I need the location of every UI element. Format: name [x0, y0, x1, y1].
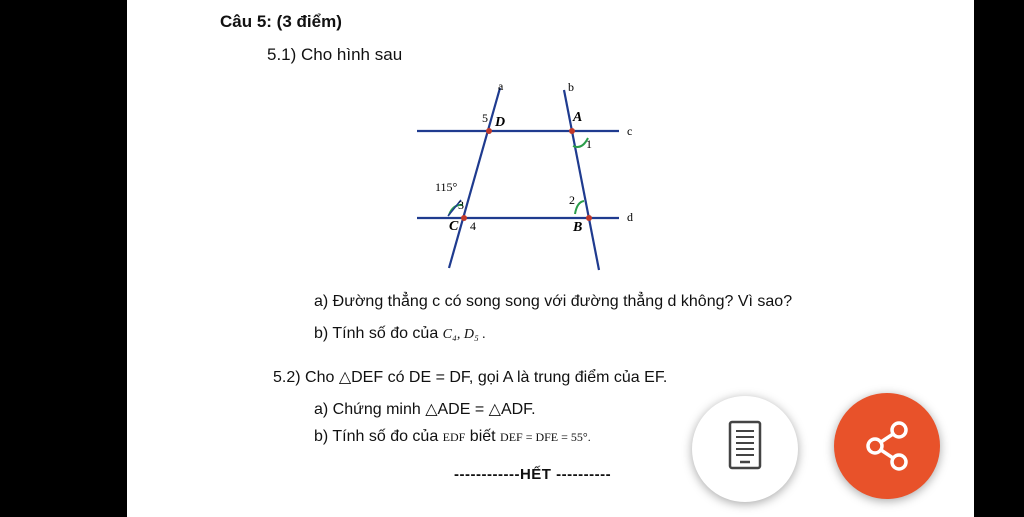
label-angle-d5: 5 [482, 111, 488, 125]
label-point-b: B [573, 220, 583, 235]
point-c-dot [461, 215, 467, 221]
angle-arc-b2 [575, 201, 584, 214]
part-2-question-b [314, 428, 591, 446]
label-angle-c4: 4 [470, 219, 476, 233]
label-line-b: b [568, 80, 574, 94]
label-line-a: a [498, 79, 504, 93]
share-button[interactable] [834, 393, 940, 499]
point-a-dot [569, 128, 575, 134]
reader-icon [692, 396, 798, 502]
part-1-heading: 5.1) Cho hình sau [267, 45, 403, 64]
part-2-question-b-mid: biết [465, 428, 501, 445]
end-marker: ------------HẾT ---------- [454, 466, 612, 483]
part-2-question-b-text: b) Tính số đo của [314, 428, 443, 445]
part-1-question-b [314, 325, 486, 343]
label-angle-c3: 3 [458, 198, 464, 212]
label-point-a: A [573, 110, 583, 125]
label-angle-b2: 2 [569, 193, 575, 207]
label-angle-a1: 1 [586, 137, 592, 151]
part-2-question-b-math1: EDF [442, 430, 466, 444]
question-title: Câu 5: (3 điểm) [220, 12, 342, 31]
line-a [449, 88, 500, 268]
label-point-c: C [449, 219, 459, 234]
part-2-question-b-math2: DEF = DFE = 55°. [500, 430, 591, 444]
part-1-question-b-text: b) Tính số đo của [314, 325, 443, 342]
label-point-d: D [495, 115, 506, 130]
point-d-dot [486, 128, 492, 134]
part-1-question-a: a) Đường thẳng c có song song với đường thẳng d không? Vì sao? [314, 293, 793, 310]
part-2-question-a: a) Chứng minh △ADE = △ADF. [314, 401, 536, 418]
geometry-figure [127, 0, 974, 290]
label-line-d: d [627, 210, 633, 224]
share-icon [834, 393, 940, 499]
part-2-heading: 5.2) Cho △DEF có DE = DF, gọi A là trung điểm của EF. [273, 369, 668, 386]
part-1-question-b-math: C₄, D₅ . [442, 327, 486, 342]
label-angle-value: 115° [435, 180, 458, 194]
point-b-dot [586, 215, 592, 221]
label-line-c: c [627, 124, 633, 138]
reader-button[interactable] [692, 396, 798, 502]
